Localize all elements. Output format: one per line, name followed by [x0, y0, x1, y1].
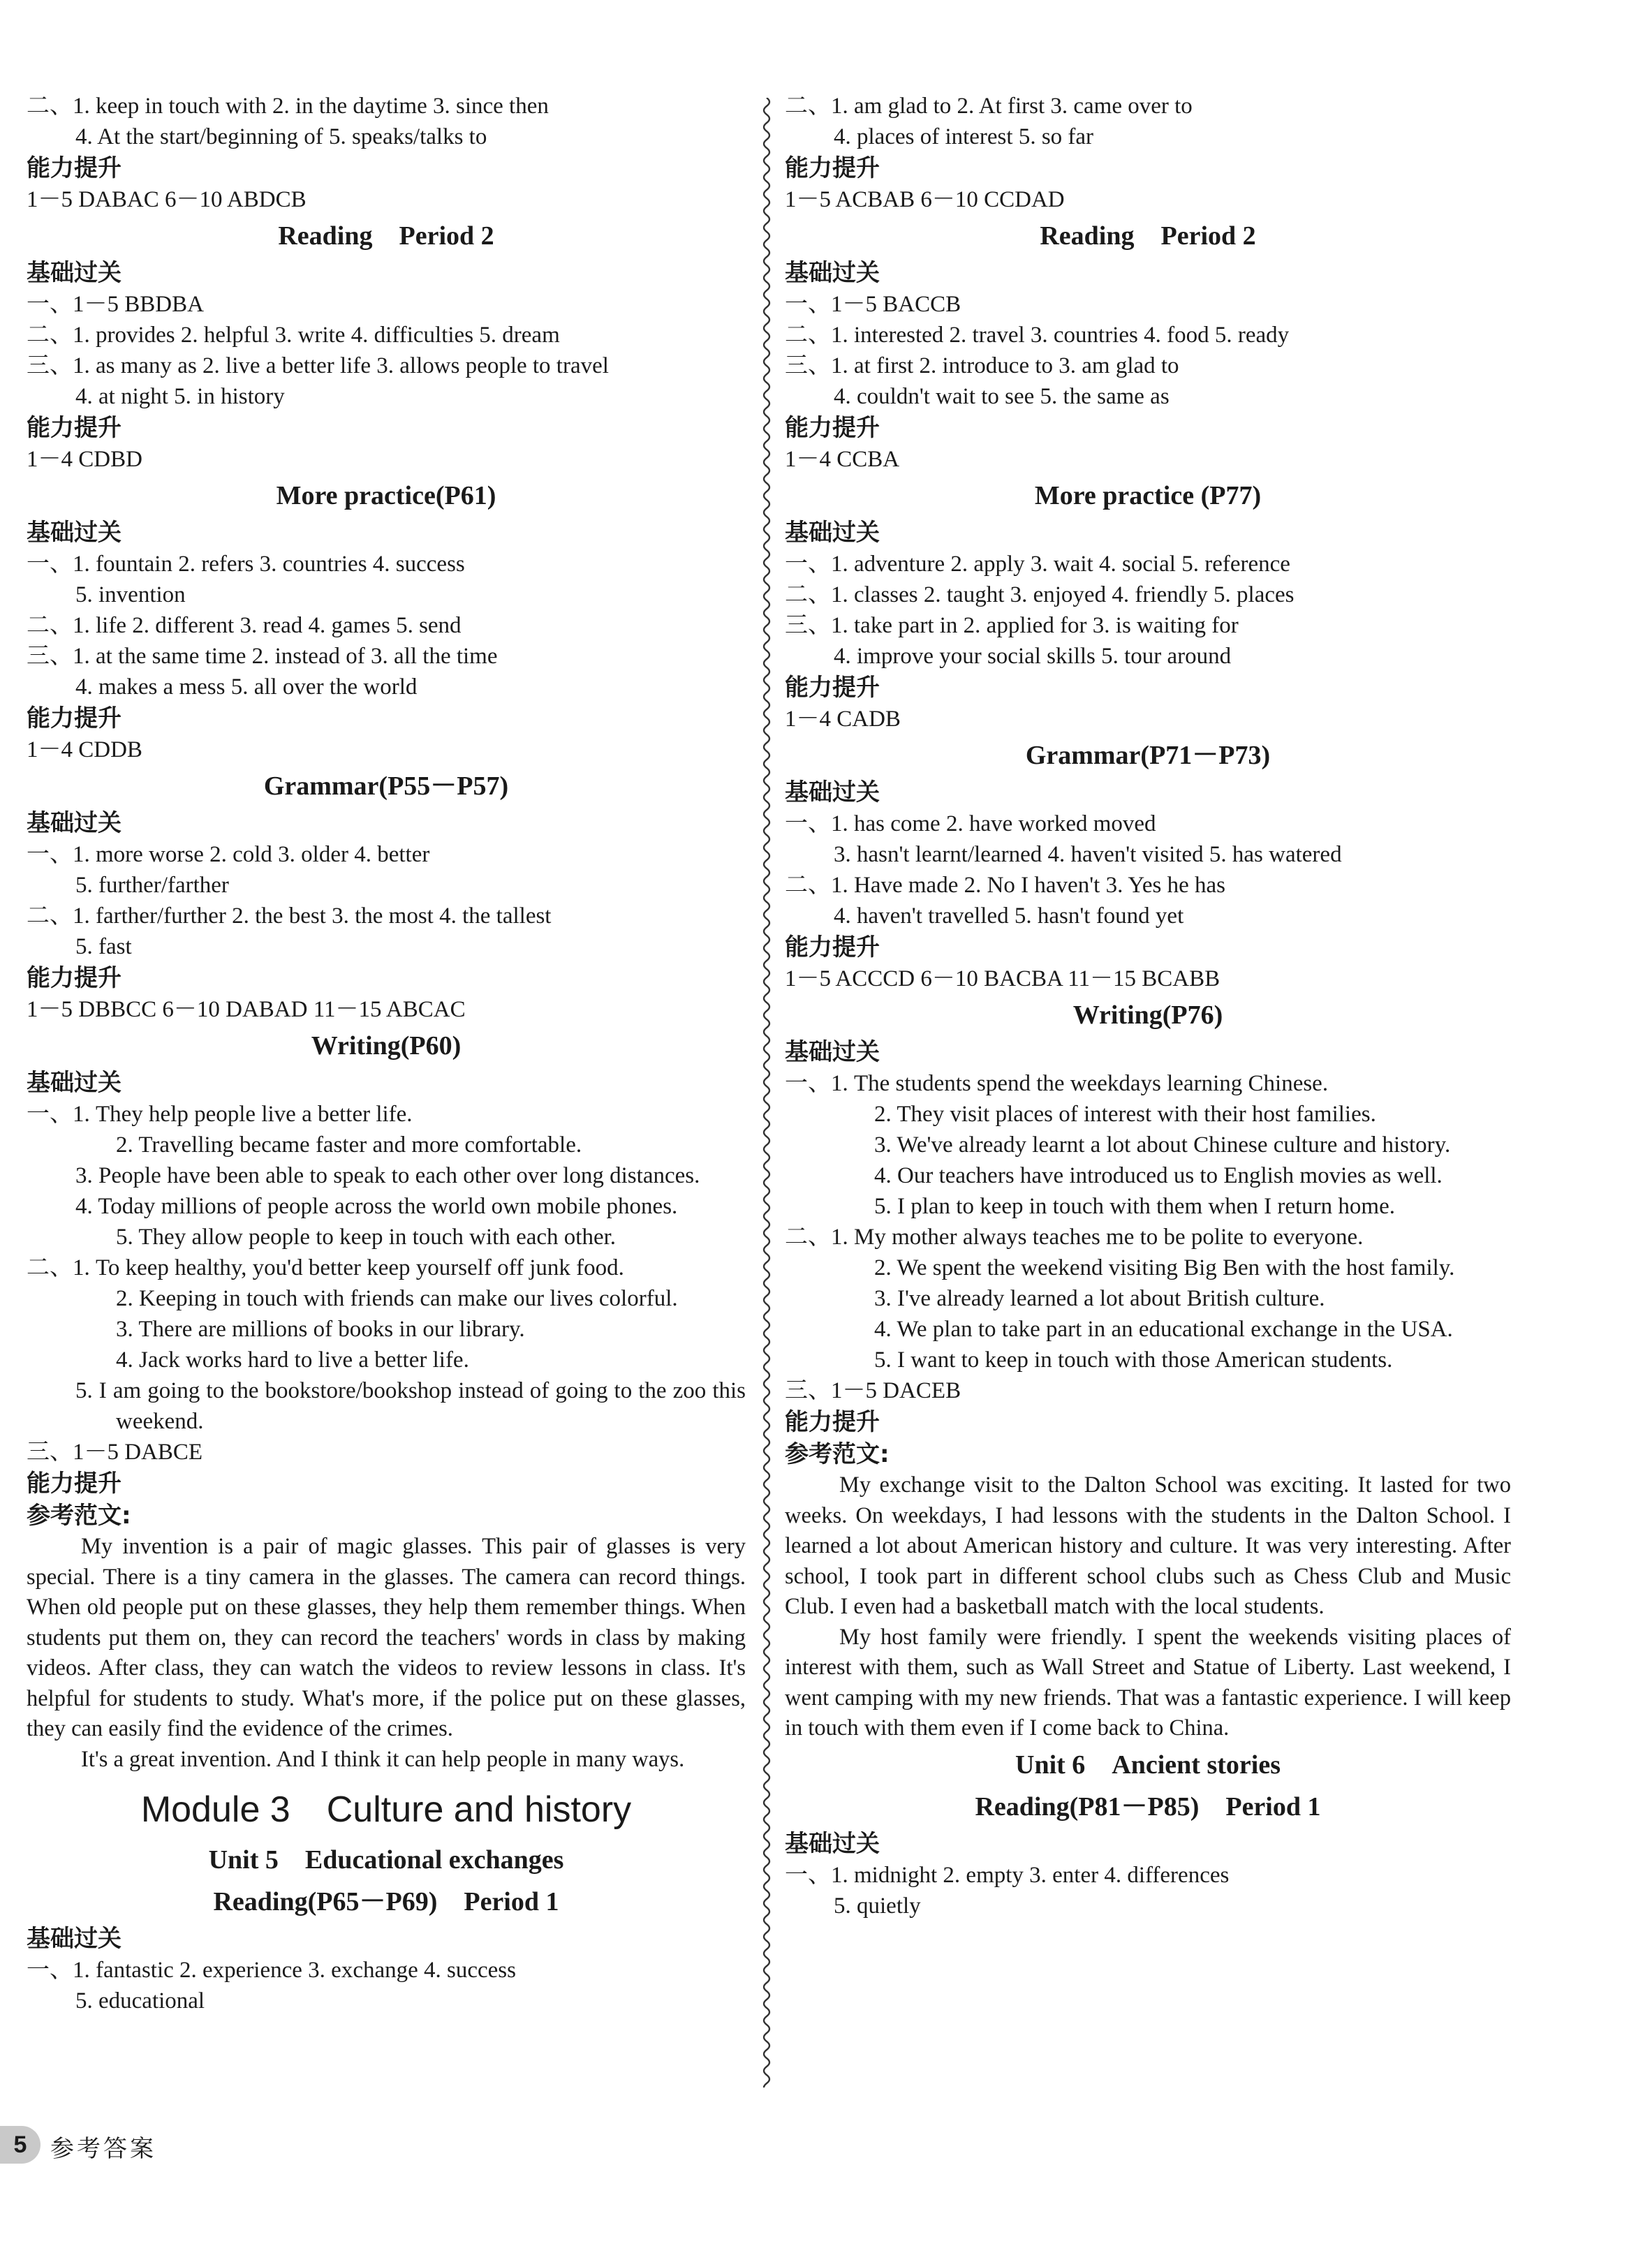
section-title: Reading Period 2 [278, 221, 494, 251]
answer-line: 4. At the start/beginning of 5. speaks/talks to [75, 124, 487, 149]
section-heading: 基础过关 [27, 519, 121, 547]
answer-line: 一、1. adventure 2. apply 3. wait 4. social 5. reference [785, 552, 1290, 577]
left-column [27, 91, 746, 2016]
answer-line: 二、1. farther/further 2. the best 3. the most 4. the tallest [27, 903, 552, 929]
answer-line: 4. We plan to take part in an educational exchange in the USA. [874, 1317, 1453, 1342]
section-title: More practice (P77) [1034, 481, 1262, 510]
answer-line: 2. Travelling became faster and more comfortable. [116, 1132, 582, 1158]
answer-line: 5. fast [75, 934, 132, 959]
answer-line: 3. People have been able to speak to each other over long distances. [75, 1163, 700, 1188]
section-heading: 能力提升 [785, 414, 880, 442]
answer-line: 二、1. interested 2. travel 3. countries 4. food 5. ready [785, 323, 1290, 348]
answer-line: 5. They allow people to keep in touch with each other. [116, 1225, 617, 1250]
answer-line: 二、1. classes 2. taught 3. enjoyed 4. friendly 5. places [785, 582, 1295, 607]
answer-line: 4. couldn't wait to see 5. the same as [834, 384, 1170, 409]
answer-line: 4. improve your social skills 5. tour around [834, 644, 1232, 669]
answer-line: 5. I want to keep in touch with those American students. [874, 1347, 1393, 1373]
section-title: Reading(P65－P69) Period 1 [213, 1887, 559, 1916]
sample-essay-paragraph: My host family were friendly. I spent the weekends visiting places of interest with them, such as Wall Street and Statue of Liberty. Last weekend, I went camping with my new friends. That was a fantastic experience. I will keep in touch with them even if I come back to China. [785, 1624, 1511, 1741]
answer-line: 一、1. midnight 2. empty 3. enter 4. differences [785, 1862, 1230, 1888]
answer-line: 一、1. fantastic 2. experience 3. exchange 4. success [27, 1958, 516, 1983]
section-heading: 基础过关 [785, 259, 880, 287]
section-heading: 基础过关 [785, 519, 880, 547]
answer-line: 2. We spent the weekend visiting Big Ben with the host family. [874, 1255, 1455, 1280]
answer-line: 4. makes a mess 5. all over the world [75, 674, 418, 700]
answer-line: 三、1－5 DABCE [27, 1440, 203, 1465]
answer-line: 二、1. keep in touch with 2. in the daytime 3. since then [27, 94, 549, 119]
section-heading: 能力提升 [785, 933, 880, 961]
unit-title: Unit 6 Ancient stories [1015, 1750, 1281, 1780]
answer-line: 2. Keeping in touch with friends can make our lives colorful. [116, 1286, 678, 1311]
section-heading: 能力提升 [785, 674, 880, 702]
answer-line: 3. There are millions of books in our library. [116, 1317, 525, 1342]
section-title: Grammar(P55－P57) [263, 771, 509, 801]
answer-line: 3. I've already learned a lot about British culture. [874, 1286, 1325, 1311]
sample-essay-label: 参考范文: [785, 1440, 890, 1468]
right-column [785, 91, 1511, 1921]
answer-line: 5. educational [75, 1988, 205, 2014]
answer-line: 一、1. They help people live a better life. [27, 1102, 413, 1127]
section-heading: 基础过关 [27, 259, 121, 287]
answer-line: 3. hasn't learnt/learned 4. haven't visited 5. has watered [834, 842, 1342, 867]
column-divider [760, 98, 774, 2088]
section-heading: 基础过关 [785, 778, 880, 806]
answer-line: 三、1. at the same time 2. instead of 3. all the time [27, 644, 498, 669]
section-heading: 能力提升 [27, 1470, 121, 1498]
answer-line: 二、1. provides 2. helpful 3. write 4. difficulties 5. dream [27, 323, 560, 348]
section-heading: 基础过关 [27, 1069, 121, 1097]
sample-essay-paragraph: It's a great invention. And I think it can help people in many ways. [81, 1746, 685, 1772]
answer-line: 1－5 ACBAB 6－10 CCDAD [785, 187, 1065, 212]
answer-line: 4. Jack works hard to live a better life. [116, 1347, 469, 1373]
answer-line: 二、1. To keep healthy, you'd better keep yourself off junk food. [27, 1255, 624, 1280]
section-heading: 基础过关 [27, 1925, 121, 1953]
answer-line: 一、1. has come 2. have worked moved [785, 811, 1156, 836]
answer-line: 1－4 CDBD [27, 447, 142, 472]
answer-line: 三、1－5 DACEB [785, 1378, 961, 1403]
answer-line: 1－4 CCBA [785, 447, 900, 472]
section-title: Reading Period 2 [1040, 221, 1256, 251]
answer-line: 三、1. take part in 2. applied for 3. is waiting for [785, 613, 1239, 638]
answer-line: 5. quietly [834, 1893, 921, 1919]
answer-line: 4. Our teachers have introduced us to English movies as well. [874, 1163, 1443, 1188]
answer-line: 5. further/farther [75, 873, 229, 898]
answer-line: 3. We've already learnt a lot about Chinese culture and history. [874, 1132, 1451, 1158]
answer-line: 1－4 CDDB [27, 737, 142, 762]
answer-line: 三、1. as many as 2. live a better life 3. allows people to travel [27, 353, 609, 378]
answer-line: 1－5 DBBCC 6－10 DABAD 11－15 ABCAC [27, 997, 466, 1022]
answer-line: 三、1. at first 2. introduce to 3. am glad to [785, 353, 1179, 378]
section-heading: 能力提升 [27, 414, 121, 442]
section-heading: 能力提升 [27, 154, 121, 182]
answer-line: 5. invention [75, 582, 186, 607]
section-title: Grammar(P71－P73) [1025, 741, 1271, 770]
answer-line: 1－4 CADB [785, 707, 901, 732]
section-heading: 基础过关 [785, 1829, 880, 1858]
unit-title: Unit 5 Educational exchanges [208, 1845, 564, 1875]
module-title: Module 3 Culture and history [140, 1789, 632, 1830]
section-heading: 能力提升 [27, 704, 121, 732]
section-heading: 能力提升 [785, 154, 880, 182]
answer-line: 5. I plan to keep in touch with them when I return home. [874, 1194, 1395, 1219]
answer-line: 1－5 ACCCD 6－10 BACBA 11－15 BCABB [785, 966, 1220, 991]
answer-line: 二、1. life 2. different 3. read 4. games 5. send [27, 613, 462, 638]
section-heading: 能力提升 [785, 1408, 880, 1436]
answer-line: 一、1. The students spend the weekdays learning Chinese. [785, 1071, 1329, 1096]
answer-line: 4. Today millions of people across the world own mobile phones. [75, 1194, 678, 1219]
sample-essay-label: 参考范文: [27, 1502, 131, 1530]
sample-essay-paragraph: My invention is a pair of magic glasses. This pair of glasses is very special. There is a tiny camera in the glasses. The camera can record things. When old people put on these glasses, they help them remember things. When students put them on, they can record the teachers' words in class by making videos. After class, they can watch the videos to review lessons in class. It's helpful for students to study. What's more, if the police put on these glasses, they can easily find the evidence of the crimes. [27, 1534, 746, 1741]
answer-line: 一、1. more worse 2. cold 3. older 4. better [27, 842, 430, 867]
answer-line: 4. haven't travelled 5. hasn't found yet [834, 903, 1184, 929]
answer-line: 4. places of interest 5. so far [834, 124, 1094, 149]
section-title: Reading(P81－P85) Period 1 [975, 1791, 1321, 1822]
answer-line: 2. They visit places of interest with their host families. [874, 1102, 1376, 1127]
answer-line: 5. I am going to the bookstore/bookshop instead of going to the zoo this weekend. [75, 1378, 746, 1434]
answer-line: 二、1. Have made 2. No I haven't 3. Yes he has [785, 873, 1225, 898]
answer-line: 二、1. My mother always teaches me to be polite to everyone. [785, 1225, 1364, 1250]
answer-line: 一、1－5 BACCB [785, 292, 961, 317]
section-heading: 基础过关 [27, 809, 121, 837]
sample-essay-paragraph: My exchange visit to the Dalton School was exciting. It lasted for two weeks. On weekdays, I had lessons with the students in the Dalton School. I learned a lot about American history and culture. It was very interesting. After school, I took part in different school clubs such as Chess Club and Music Club. I even had a basketball match with the local students. [785, 1472, 1511, 1619]
section-title: More practice(P61) [276, 481, 496, 510]
answer-line: 4. at night 5. in history [75, 384, 285, 409]
page-number: 5 [0, 2126, 40, 2164]
footer-label: 参考答案 [50, 2135, 156, 2163]
section-heading: 基础过关 [785, 1038, 880, 1066]
section-title: Writing(P76) [1072, 1000, 1223, 1030]
section-title: Writing(P60) [311, 1031, 462, 1061]
section-heading: 能力提升 [27, 964, 121, 992]
answer-line: 1－5 DABAC 6－10 ABDCB [27, 187, 307, 212]
answer-line: 二、1. am glad to 2. At first 3. came over to [785, 94, 1193, 119]
answer-line: 一、1. fountain 2. refers 3. countries 4. success [27, 552, 465, 577]
answer-line: 一、1－5 BBDBA [27, 292, 204, 317]
